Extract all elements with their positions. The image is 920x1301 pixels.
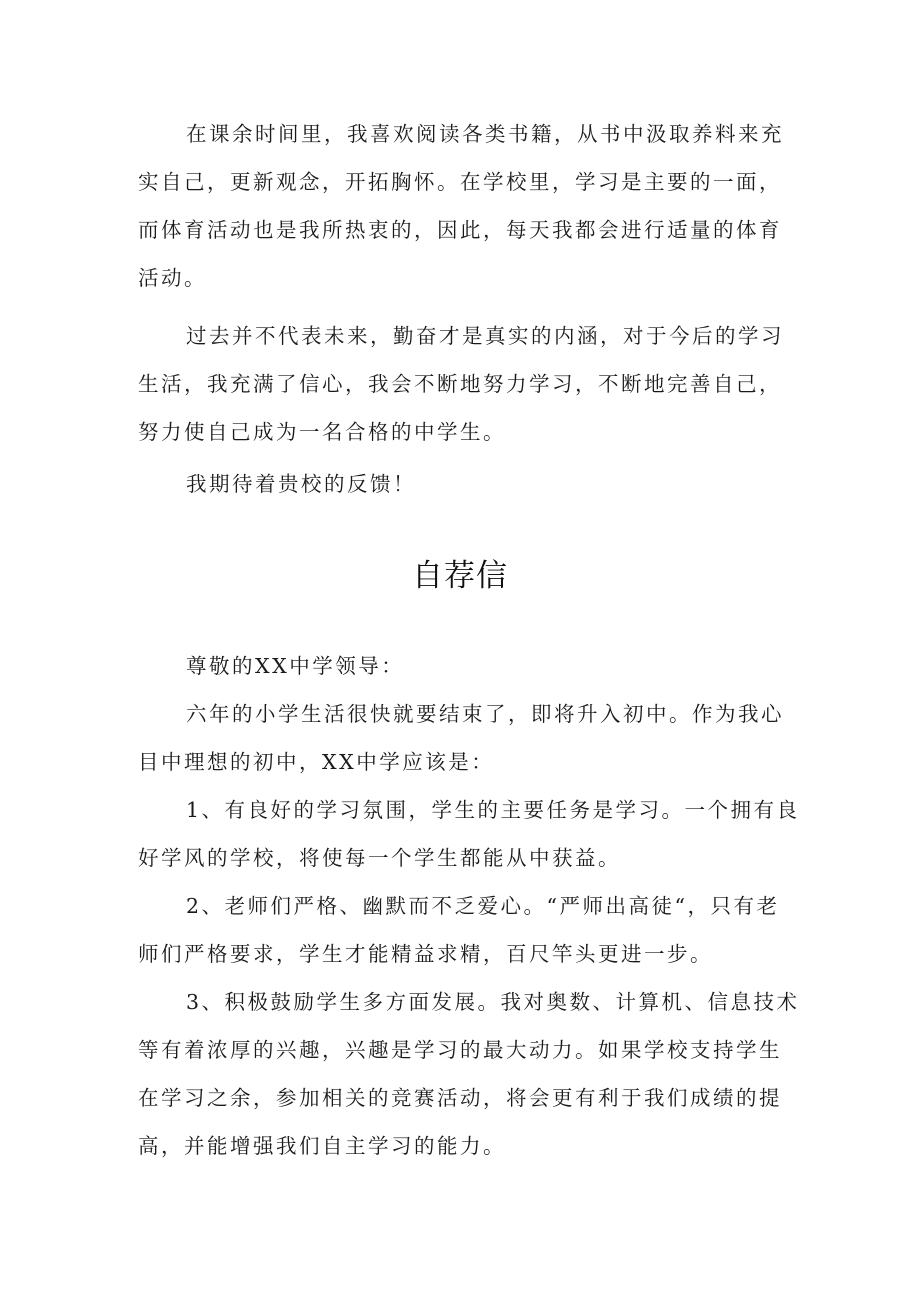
top-section xyxy=(138,110,788,508)
text-line: 好学风的学校，将使每一个学生都能从中获益。 xyxy=(138,846,621,870)
text-line: 而体育活动也是我所热衷的，因此，每天我都会进行适量的体育 xyxy=(138,218,782,242)
paragraph xyxy=(138,786,800,882)
text-line: 在课余时间里，我喜欢阅读各类书籍，从书中汲取养料来充 xyxy=(186,122,784,146)
paragraph xyxy=(138,460,788,508)
text-line: 在学习之余，参加相关的竞赛活动，将会更有利于我们成绩的提 xyxy=(138,1086,782,1110)
text-line: 等有着浓厚的兴趣，兴趣是学习的最大动力。如果学校支持学生 xyxy=(138,1038,782,1062)
paragraph xyxy=(138,978,800,1170)
text-line: 高，并能增强我们自主学习的能力。 xyxy=(138,1134,506,1158)
paragraph xyxy=(138,690,788,786)
text-line: 活动。 xyxy=(138,266,207,290)
paragraph xyxy=(138,882,788,978)
text-line: 2、老师们严格、幽默而不乏爱心。“严师出高徒“，只有老 xyxy=(186,894,780,918)
letter-title: 自荐信 xyxy=(412,558,508,594)
letter-body xyxy=(138,642,800,1170)
text-line: 目中理想的初中，XX中学应该是： xyxy=(138,750,495,774)
text-line: 1、有良好的学习氛围，学生的主要任务是学习。一个拥有良 xyxy=(186,798,800,822)
text-line: 3、积极鼓励学生多方面发展。我对奥数、计算机、信息技术 xyxy=(186,990,800,1014)
paragraph xyxy=(138,110,788,302)
text-line: 师们严格要求，学生才能精益求精，百尺竿头更进一步。 xyxy=(138,942,713,966)
text-line: 实自己，更新观念，开拓胸怀。在学校里，学习是主要的一面， xyxy=(138,170,782,194)
text-line: 我期待着贵校的反馈！ xyxy=(186,472,416,496)
text-line: 努力使自己成为一名合格的中学生。 xyxy=(138,420,506,444)
text-line: 六年的小学生活很快就要结束了，即将升入初中。作为我心 xyxy=(186,702,784,726)
text-line: 尊敬的XX中学领导： xyxy=(186,654,405,678)
salutation xyxy=(138,642,788,690)
paragraph xyxy=(138,312,788,456)
text-line: 生活，我充满了信心，我会不断地努力学习，不断地完善自己， xyxy=(138,372,782,396)
text-line: 过去并不代表未来，勤奋才是真实的内涵，对于今后的学习 xyxy=(186,324,784,348)
